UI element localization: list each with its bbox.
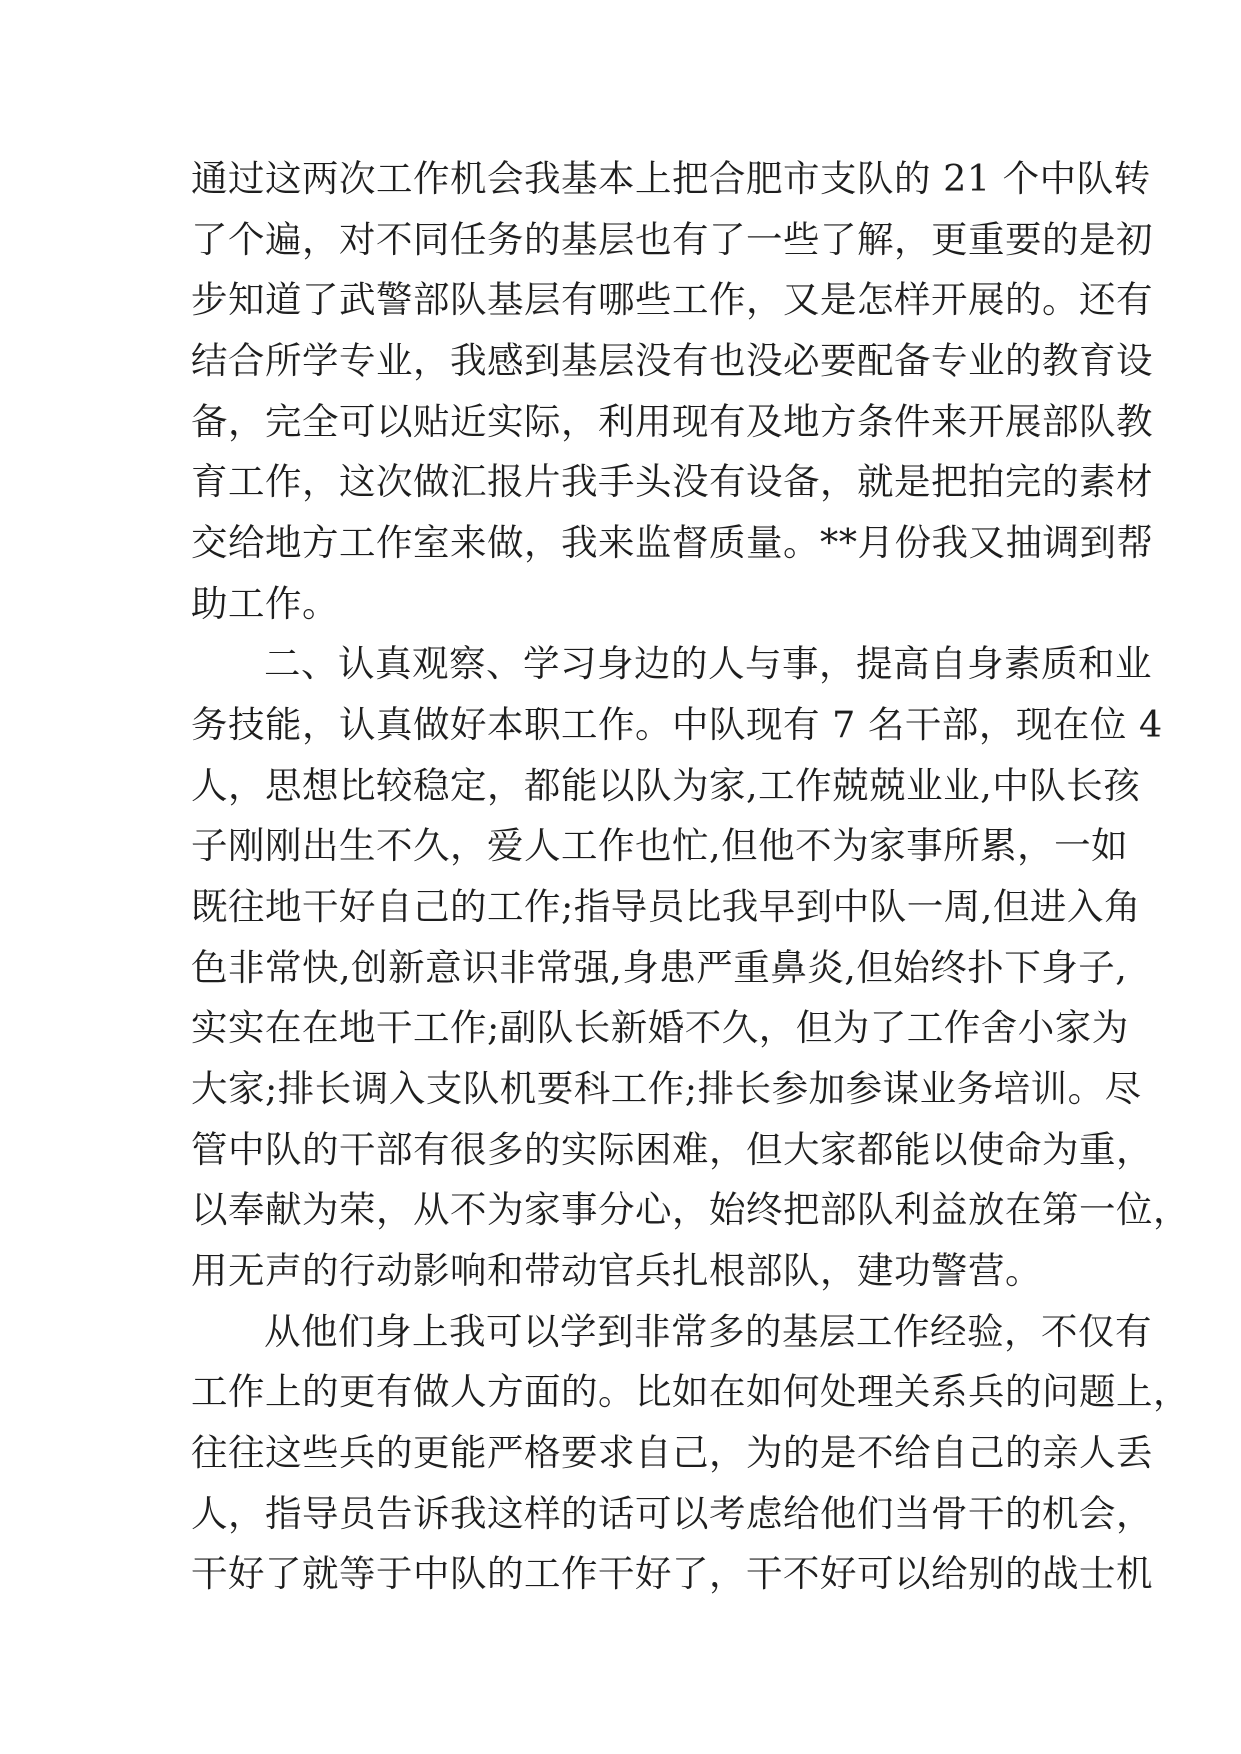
text-line: 管中队的干部有很多的实际困难，但大家都能以使命为重， [191,1128,1153,1171]
text-line: 结合所学专业，我感到基层没有也没必要配备专业的教育设 [191,339,1153,382]
text-line-paragraph-start: 二、认真观察、学习身边的人与事，提高自身素质和业 [264,642,1152,685]
text-line: 助工作。 [191,582,339,625]
text-line: 备，完全可以贴近实际，利用现有及地方条件来开展部队教 [191,400,1153,443]
text-line: 实实在在地干工作;副队长新婚不久，但为了工作舍小家为 [191,1006,1129,1049]
text-line: 以奉献为荣，从不为家事分心，始终把部队利益放在第一位， [191,1188,1190,1231]
text-line: 用无声的行动影响和带动官兵扎根部队，建功警营。 [191,1249,1042,1292]
text-line: 大家;排长调入支队机要科工作;排长参加参谋业务培训。尽 [191,1067,1142,1110]
text-line: 色非常快,创新意识非常强,身患严重鼻炎,但始终扑下身子, [191,946,1128,989]
text-line: 交给地方工作室来做，我来监督质量。**月份我又抽调到帮 [191,521,1154,564]
text-line: 步知道了武警部队基层有哪些工作，又是怎样开展的。还有 [191,278,1153,321]
text-line: 往往这些兵的更能严格要求自己，为的是不给自己的亲人丢 [191,1431,1153,1474]
text-line: 人，思想比较稳定，都能以队为家,工作兢兢业业,中队长孩 [191,764,1141,807]
text-line: 务技能，认真做好本职工作。中队现有 7 名干部，现在位 4 [191,703,1163,746]
text-line: 子刚刚出生不久，爱人工作也忙,但他不为家事所累，一如 [191,824,1129,867]
text-line: 了个遍，对不同任务的基层也有了一些了解，更重要的是初 [191,218,1153,261]
text-line: 工作上的更有做人方面的。比如在如何处理关系兵的问题上， [191,1370,1190,1413]
text-line: 干好了就等于中队的工作干好了，干不好可以给别的战士机 [191,1552,1153,1595]
text-line: 育工作，这次做汇报片我手头没有设备，就是把拍完的素材 [191,460,1153,503]
text-line-paragraph-start: 从他们身上我可以学到非常多的基层工作经验，不仅有 [264,1310,1152,1353]
text-line: 既往地干好自己的工作;指导员比我早到中队一周,但进入角 [191,885,1141,928]
text-line: 人，指导员告诉我这样的话可以考虑给他们当骨干的机会， [191,1492,1153,1535]
text-line: 通过这两次工作机会我基本上把合肥市支队的 21 个中队转 [191,157,1151,200]
